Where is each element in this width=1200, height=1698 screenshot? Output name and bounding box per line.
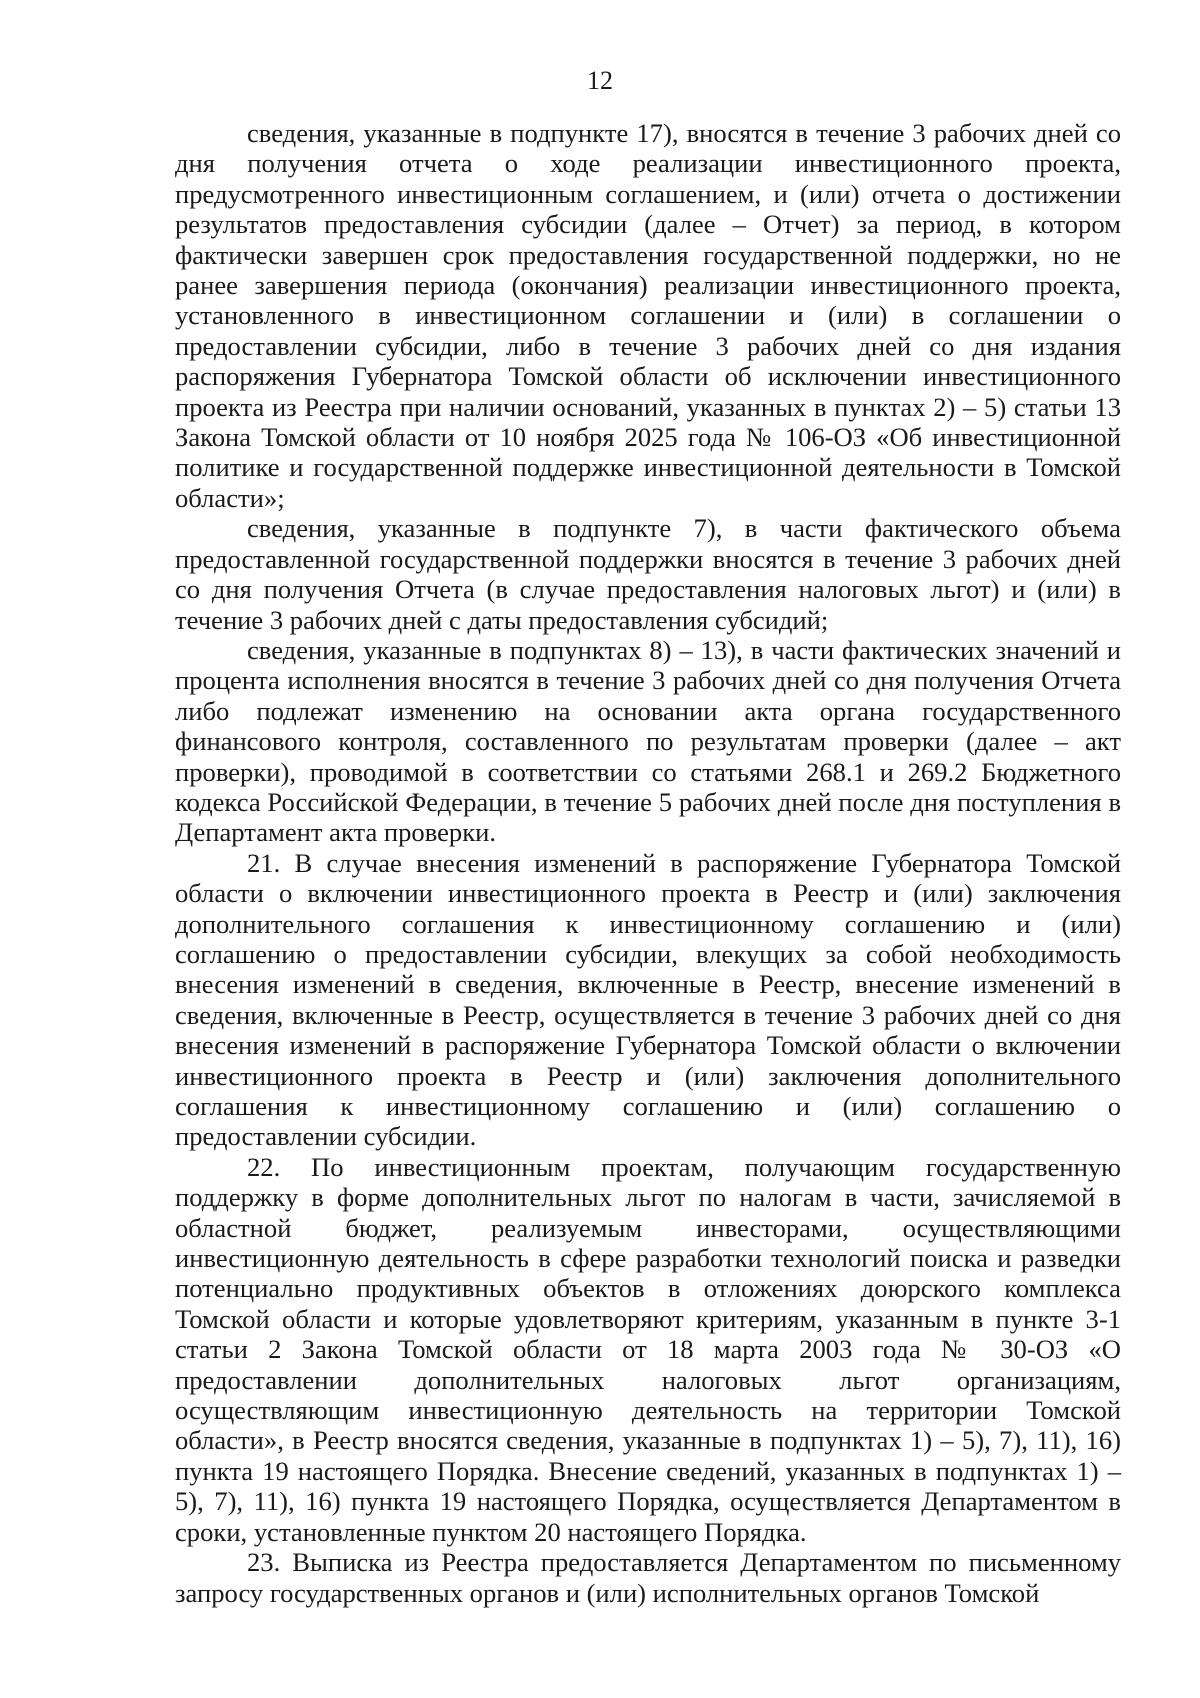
paragraph-subitem-7: сведения, указанные в подпункте 7), в части фактического объема предоставленной государственной поддержки вносятся в течение 3 рабочих дней со дня получения Отчета (в случае предоставления налоговых льгот) и (или) в течение 3 рабочих дней с даты предоставления субсидий; — [175, 513, 1121, 635]
paragraph-subitems-8-13: сведения, указанные в подпунктах 8) – 13), в части фактических значений и процента исполнения вносятся в течение 3 рабочих дней со дня получения Отчета либо подлежат изменению на основании акта органа государственного финансового контроля, составленного по результатам проверки (далее – акт проверки), проводимой в соответствии со статьями 268.1 и 269.2 Бюджетного кодекса Российской Федерации, в течение 5 рабочих дней после дня поступления в Департамент акта проверки. — [175, 634, 1121, 848]
paragraph-item-22: 22. По инвестиционным проектам, получающим государственную поддержку в форме дополнительных льгот по налогам в части, зачисляемой в областной бюджет, реализуемым инвесторами, осуществляющими инвестиционную деятельность в сфере разработки технологий поиска и разведки потенциально продуктивных объектов в отложениях доюрского комплекса Томской области и которые удовлетворяют критериям, указанным в пункте 3-1 статьи 2 Закона Томской области от 18 марта 2003 года № 30-ОЗ «О предоставлении дополнительных налоговых льгот организациям, осуществляющим инвестиционную деятельность на территории Томской области», в Реестр вносятся сведения, указанные в подпунктах 1) – 5), 7), 11), 16) пункта 19 настоящего Порядка. Внесение сведений, указанных в подпунктах 1) – 5), 7), 11), 16) пункта 19 настоящего Порядка, осуществляется Департаментом в сроки, установленные пунктом 20 настоящего Порядка. — [175, 1151, 1121, 1547]
paragraph-subitem-17: сведения, указанные в подпункте 17), вносятся в течение 3 рабочих дней со дня получения отчета о ходе реализации инвестиционного проекта, предусмотренного инвестиционным соглашением, и (или) отчета о достижении результатов предоставления субсидии (далее – Отчет) за период, в котором фактически завершен срок предоставления государственной поддержки, но не ранее завершения периода (окончания) реализации инвестиционного проекта, установленного в инвестиционном соглашении и (или) в соглашении о предоставлении субсидии, либо в течение 3 рабочих дней со дня издания распоряжения Губернатора Томской области об исключении инвестиционного проекта из Реестра при наличии оснований, указанных в пунктах 2) – 5) статьи 13 Закона Томской области от 10 ноября 2025 года № 106-ОЗ «Об инвестиционной политике и государственной поддержке инвестиционной деятельности в Томской области»; — [175, 118, 1121, 513]
paragraph-item-21: 21. В случае внесения изменений в распоряжение Губернатора Томской области о включении инвестиционного проекта в Реестр и (или) заключения дополнительного соглашения к инвестиционному соглашению и (или) соглашению о предоставлении субсидии, влекущих за собой необходимость внесения изменений в сведения, включенные в Реестр, внесение изменений в сведения, включенные в Реестр, осуществляется в течение 3 рабочих дней со дня внесения изменений в распоряжение Губернатора Томской области о включении инвестиционного проекта в Реестр и (или) заключения дополнительного соглашения к инвестиционному соглашению и (или) соглашению о предоставлении субсидии. — [175, 847, 1121, 1152]
document-body — [175, 118, 1121, 1608]
page-number: 12 — [587, 66, 613, 95]
paragraph-item-23: 23. Выписка из Реестра предоставляется Департаментом по письменному запросу государственных органов и (или) исполнительных органов Томской — [175, 1547, 1121, 1608]
